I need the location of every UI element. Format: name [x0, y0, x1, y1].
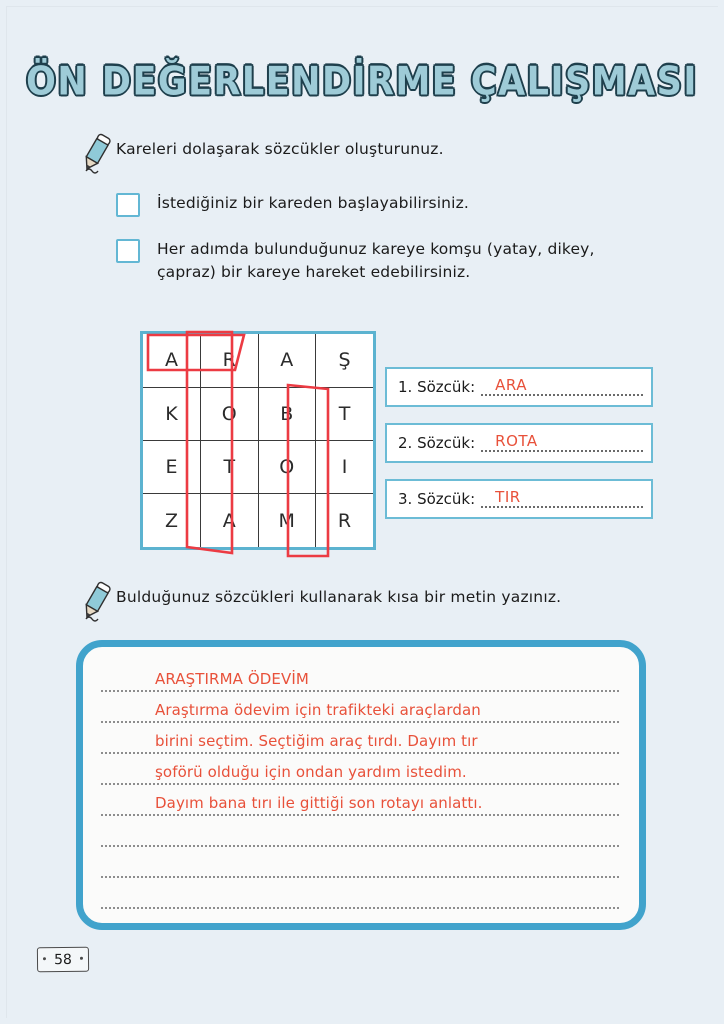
grid-cell[interactable]: R: [316, 494, 374, 547]
task2-instruction-text: Bulduğunuz sözcükleri kullanarak kısa bir metin yazınız.: [116, 588, 562, 606]
answer-box-3[interactable]: [385, 479, 653, 519]
pencil-icon: [76, 578, 116, 624]
letter-grid-table: [143, 334, 373, 547]
answer-label-3: 3. Sözcük:: [398, 490, 476, 508]
grid-cell[interactable]: M: [258, 494, 316, 547]
writing-line[interactable]: [101, 661, 619, 692]
page-title: ÖN DEĞERLENDİRME ÇALIŞMASI: [26, 59, 698, 105]
grid-row: [143, 334, 373, 387]
writing-line[interactable]: [101, 692, 619, 723]
page-title-container: [0, 59, 724, 105]
rule-item-1: [116, 192, 469, 217]
grid-cell[interactable]: O: [258, 441, 316, 494]
grid-cell[interactable]: B: [258, 387, 316, 440]
answer-box-2[interactable]: [385, 423, 653, 463]
answer-label-1: 1. Sözcük:: [398, 378, 476, 396]
writing-text: birini seçtim. Seçtiğim araç tırdı. Dayım tır: [155, 732, 478, 750]
task2-instruction-row: [76, 578, 561, 624]
writing-line[interactable]: [101, 785, 619, 816]
writing-line[interactable]: [101, 847, 619, 878]
writing-text: ARAŞTIRMA ÖDEVİM: [155, 670, 309, 688]
answer-box-1[interactable]: [385, 367, 653, 407]
answer-value-3: TIR: [495, 488, 521, 506]
rule-text-1: İstediğiniz bir kareden başlayabilirsiniz.: [157, 194, 469, 212]
grid-cell[interactable]: R: [201, 334, 259, 387]
page-number: 58: [37, 947, 89, 973]
grid-cell[interactable]: A: [143, 334, 201, 387]
writing-lines: [101, 661, 619, 930]
grid-cell[interactable]: I: [316, 441, 374, 494]
answer-value-1: ARA: [495, 376, 527, 394]
grid-cell[interactable]: Z: [143, 494, 201, 547]
answer-line-2[interactable]: [481, 433, 643, 453]
writing-text: Dayım bana tırı ile gittiği son rotayı anlattı.: [155, 794, 483, 812]
writing-text: şoförü olduğu için ondan yardım istedim.: [155, 763, 467, 781]
grid-cell[interactable]: K: [143, 387, 201, 440]
grid-cell[interactable]: Ş: [316, 334, 374, 387]
checkbox-rule-2[interactable]: [116, 239, 140, 263]
rule-item-2: [116, 238, 617, 284]
writing-text: Araştırma ödevim için trafikteki araçlardan: [155, 701, 481, 719]
answer-line-3[interactable]: [481, 489, 643, 509]
answer-value-2: ROTA: [495, 432, 538, 450]
task1-instruction-row: [76, 130, 444, 176]
grid-cell[interactable]: T: [316, 387, 374, 440]
writing-area[interactable]: [76, 640, 646, 930]
grid-cell[interactable]: E: [143, 441, 201, 494]
grid-row: [143, 387, 373, 440]
grid-cell[interactable]: A: [258, 334, 316, 387]
pencil-icon: [76, 130, 116, 176]
writing-line[interactable]: [101, 723, 619, 754]
writing-line[interactable]: [101, 909, 619, 930]
letter-grid[interactable]: [140, 331, 376, 550]
answer-line-1[interactable]: [481, 377, 643, 397]
task1-instruction-text: Kareleri dolaşarak sözcükler oluşturunuz.: [116, 140, 444, 158]
grid-cell[interactable]: T: [201, 441, 259, 494]
writing-line[interactable]: [101, 878, 619, 909]
grid-cell[interactable]: O: [201, 387, 259, 440]
checkbox-rule-1[interactable]: [116, 193, 140, 217]
grid-row: [143, 494, 373, 547]
answer-label-2: 2. Sözcük:: [398, 434, 476, 452]
grid-cell[interactable]: A: [201, 494, 259, 547]
rule-text-2: Her adımda bulunduğunuz kareye komşu (yatay, dikey, çapraz) bir kareye hareket edebilirsiniz.: [157, 240, 595, 281]
writing-line[interactable]: [101, 754, 619, 785]
writing-line[interactable]: [101, 816, 619, 847]
grid-row: [143, 441, 373, 494]
